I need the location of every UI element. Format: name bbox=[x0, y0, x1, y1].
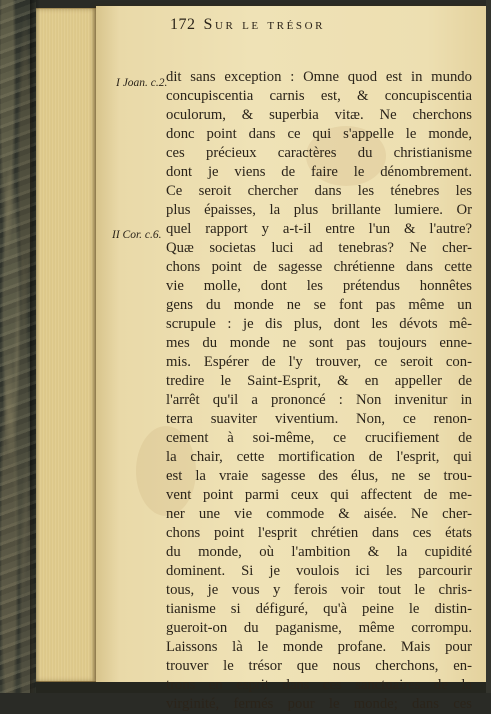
text-line: chons point l'esprit chrétien dans ces états bbox=[166, 525, 472, 541]
margin-note: II Cor. c.6. bbox=[112, 229, 162, 241]
binding-shadow bbox=[30, 0, 40, 693]
text-line: gueroit-on du paganisme, même corrompu. bbox=[166, 620, 472, 636]
text-line: vent point parmi ceux qui affectent de me- bbox=[166, 487, 472, 503]
text-line: mes du monde ne sont pas toujours enne- bbox=[166, 335, 472, 351]
text-line: Laissons là le monde profane. Mais pour bbox=[166, 639, 472, 655]
text-line: dont je viens de faire le dénombrement. bbox=[166, 164, 472, 180]
text-line: tredire le Saint-Esprit, & en appeller de bbox=[166, 373, 472, 389]
text-line: ner une vie commode & aisée. Ne cher- bbox=[166, 506, 472, 522]
text-line: trons en esprit dans ces sanctuaires de la bbox=[166, 677, 472, 693]
text-line: quel rapport y a-t-il entre l'un & l'autre? bbox=[166, 221, 472, 237]
text-line: vie molle, dont les prétendus honnêtes bbox=[166, 278, 472, 294]
text-line: l'arrêt qu'il a prononcé : Non invenitur in bbox=[166, 392, 472, 408]
running-title: Sur le trésor bbox=[203, 16, 326, 33]
text-line: Ce seroit chercher dans les ténebres les bbox=[166, 183, 472, 199]
text-line: dit sans exception : Omne quod est in mundo bbox=[166, 69, 472, 85]
text-line: chons point de sagesse chrétienne dans cette bbox=[166, 259, 472, 275]
text-line: terra suaviter viventium. Non, ce renon- bbox=[166, 411, 472, 427]
text-line: dominent. Si je voulois ici les parcourir bbox=[166, 563, 472, 579]
text-line: gens du monde ne se font pas même un bbox=[166, 297, 472, 313]
text-line: plus épaisses, la plus brillante lumiere. Or bbox=[166, 202, 472, 218]
page-number: 172 bbox=[170, 16, 196, 33]
text-line: ces précieux caractères du christianisme bbox=[166, 145, 472, 161]
text-line: concupiscentia carnis est, & concupiscentia bbox=[166, 88, 472, 104]
text-line: oculorum, & superbia vitæ. Ne cherchons bbox=[166, 107, 472, 123]
text-line: Quæ societas luci ad tenebras? Ne cher- bbox=[166, 240, 472, 256]
text-line: est la vraie sagesse des élus, ne se trou- bbox=[166, 468, 472, 484]
text-line: cement à soi-même, ce crucifiement de bbox=[166, 430, 472, 446]
text-line: mis. Espérer de l'y trouver, ce seroit con- bbox=[166, 354, 472, 370]
text-line: tianisme si défiguré, qu'à peine le distin- bbox=[166, 601, 472, 617]
text-line: tous, je vous y ferois voir tout le chris- bbox=[166, 582, 472, 598]
text-line: du monde, où l'ambition & la cupidité bbox=[166, 544, 472, 560]
text-line: virginité, fermés pour le monde; dans ces bbox=[166, 696, 472, 712]
text-line: trouver le trésor que nous cherchons, en- bbox=[166, 658, 472, 674]
text-line: la chair, cette mortification de l'esprit, qui bbox=[166, 449, 472, 465]
text-line: scrupule : je dis plus, dont les dévots mê- bbox=[166, 316, 472, 332]
margin-note: I Joan. c.2. bbox=[116, 77, 168, 89]
text-line: donc point dans ce qui s'appelle le monde, bbox=[166, 126, 472, 142]
page-edges bbox=[36, 8, 98, 682]
right-edge bbox=[486, 0, 491, 693]
running-header bbox=[170, 16, 325, 34]
